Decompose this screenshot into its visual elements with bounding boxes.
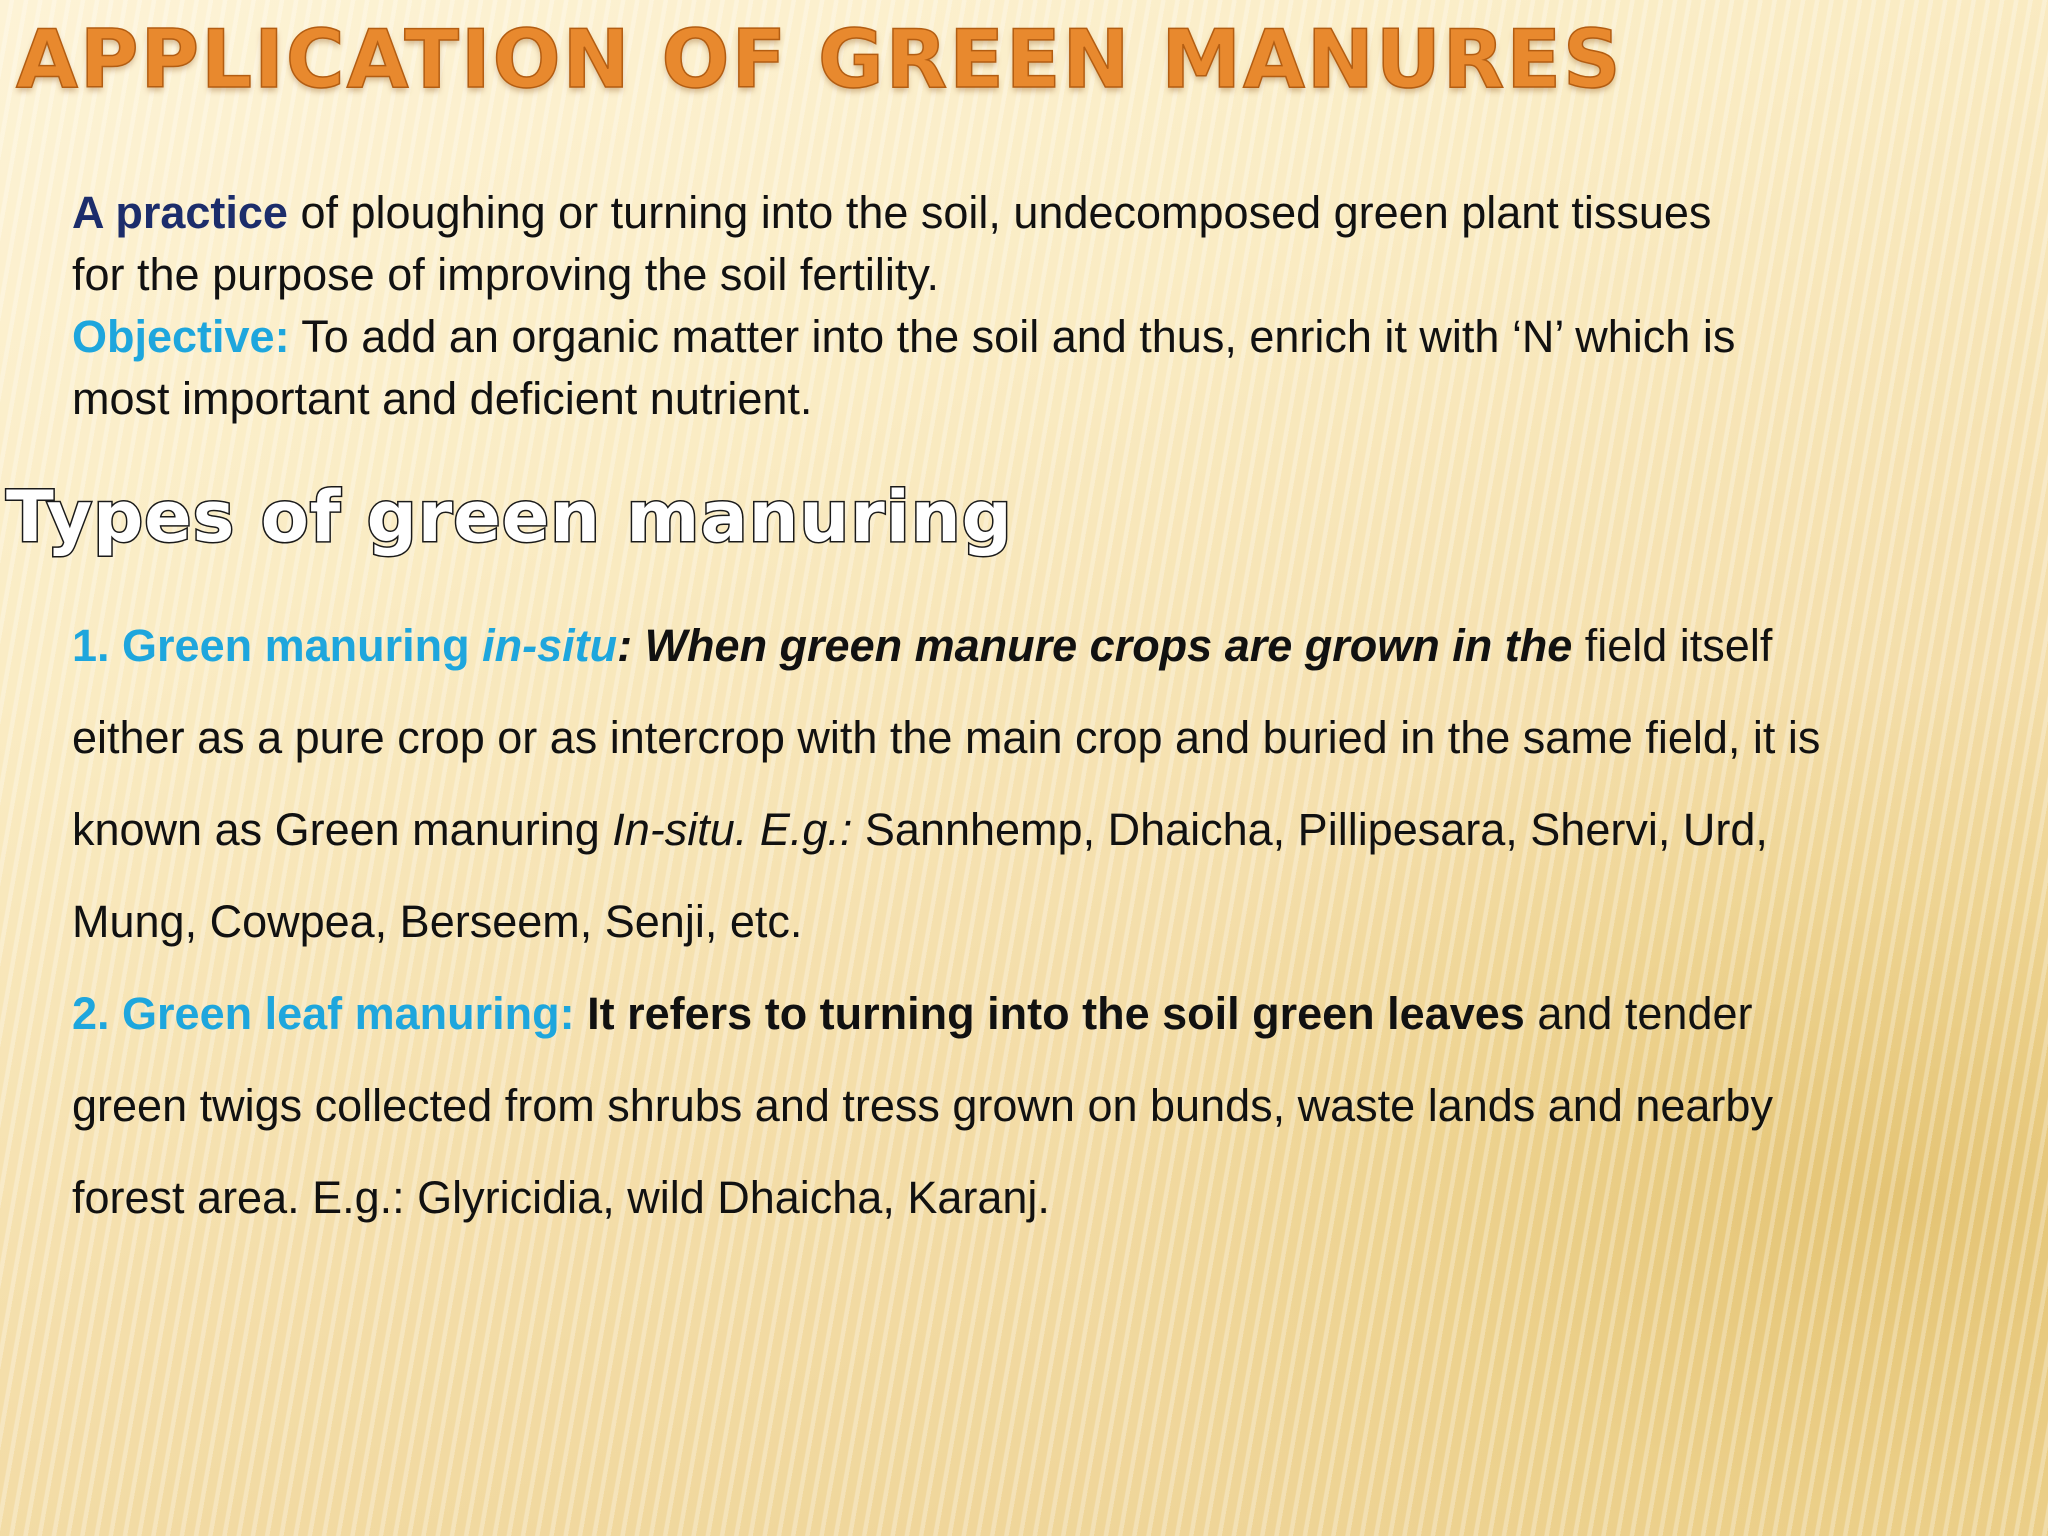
- type-1-body: field itself either as a pure crop or as intercrop with the main crop and buried in the same field, it is known as Green manuring: [72, 620, 1821, 855]
- objective-definition: [72, 306, 1772, 430]
- type-1-lead: : When green manure crops are grown in the: [617, 620, 1573, 671]
- objective-keyword: Objective:: [72, 311, 290, 362]
- practice-keyword: A practice: [72, 187, 288, 238]
- type-1-examples: Sannhemp, Dhaicha, Pillipesara, Shervi, Urd, Mung, Cowpea, Berseem, Senji, etc.: [72, 804, 1768, 947]
- type-1-label: 1. Green manuring: [72, 620, 483, 671]
- intro-block: [72, 182, 1772, 430]
- type-2-lead: It refers to turning into the soil green leaves: [574, 988, 1525, 1039]
- section-heading: Types of green manuring: [6, 476, 1013, 558]
- type-2-label: 2. Green leaf manuring:: [72, 988, 575, 1039]
- type-1-label-italic: in-situ: [482, 620, 618, 671]
- practice-definition: [72, 182, 1772, 306]
- types-list: [72, 600, 1832, 1244]
- objective-text: To add an organic matter into the soil and thus, enrich it with ‘N’ which is most important and deficient nutrient.: [72, 311, 1736, 424]
- type-1-body-italic: In-situ. E.g.:: [612, 804, 853, 855]
- practice-text: of ploughing or turning into the soil, undecomposed green plant tissues for the purpose of improving the soil fertility.: [72, 187, 1712, 300]
- type-item-green-leaf: [72, 968, 1832, 1244]
- type-item-in-situ: [72, 600, 1832, 968]
- type-2-body: and tender green twigs collected from shrubs and tress grown on bunds, waste lands and nearby forest area. E.g.: Glyricidia, wild Dhaicha, Karanj.: [72, 988, 1773, 1223]
- slide-title: APPLICATION OF GREEN MANURES: [16, 13, 1623, 106]
